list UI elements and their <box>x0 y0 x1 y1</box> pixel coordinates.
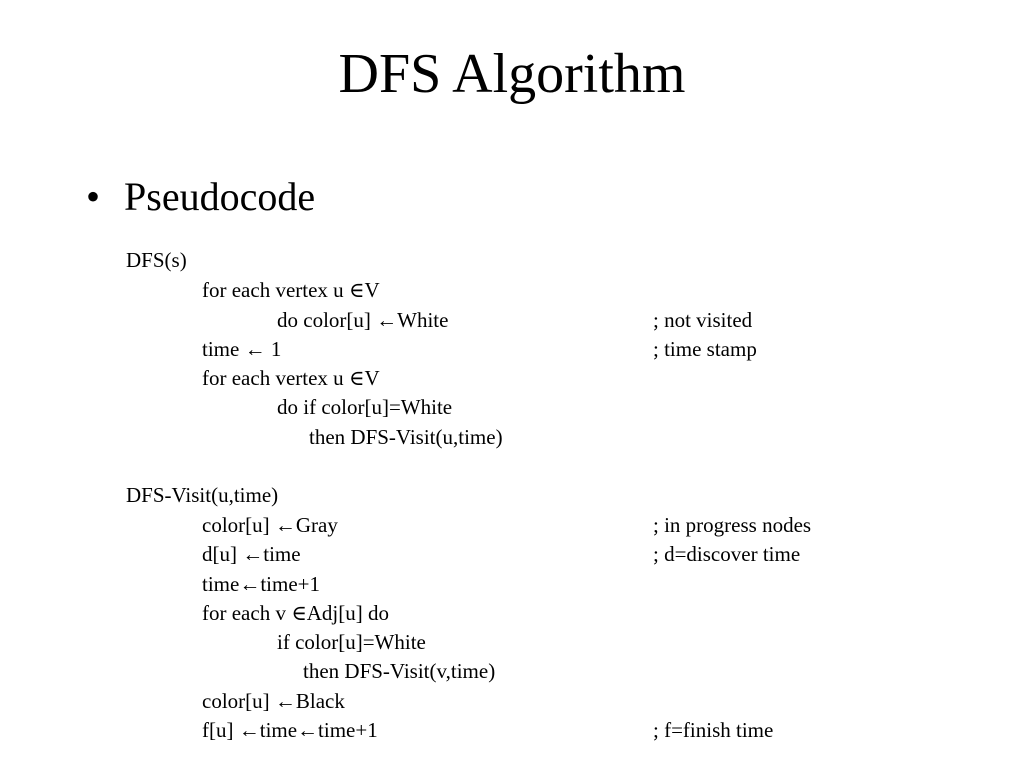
code-line <box>0 687 1024 716</box>
code-text: color[u] ←Black <box>202 689 345 713</box>
code-line <box>0 393 1024 422</box>
pseudocode-block <box>0 246 1024 756</box>
code-line <box>0 540 1024 569</box>
code-comment: ; f=finish time <box>653 718 774 742</box>
code-text: if color[u]=White <box>277 630 426 654</box>
code-text: color[u] ←Gray <box>202 513 338 537</box>
code-line <box>0 423 1024 452</box>
code-text: f[u] ←time←time+1 <box>202 718 378 742</box>
code-comment: ; time stamp <box>653 337 757 361</box>
code-text: DFS(s) <box>126 248 187 272</box>
code-line <box>0 599 1024 628</box>
code-line <box>0 657 1024 686</box>
code-text: d[u] ←time <box>202 542 301 566</box>
code-line <box>0 481 1024 510</box>
code-text: then DFS-Visit(v,time) <box>303 659 496 683</box>
code-text: for each vertex u ∈V <box>202 366 380 390</box>
code-line <box>0 570 1024 599</box>
code-line <box>0 452 1024 481</box>
bullet-dot: • <box>86 174 101 219</box>
code-line <box>0 628 1024 657</box>
code-text: do color[u] ←White <box>277 308 449 332</box>
slide-title: DFS Algorithm <box>338 43 686 105</box>
code-text: then DFS-Visit(u,time) <box>309 425 503 449</box>
code-line <box>0 364 1024 393</box>
code-comment: ; d=discover time <box>653 542 801 566</box>
code-comment: ; in progress nodes <box>653 513 812 537</box>
code-text: do if color[u]=White <box>277 395 453 419</box>
code-text: DFS-Visit(u,time) <box>126 483 279 507</box>
code-line <box>0 276 1024 305</box>
code-text: time←time+1 <box>202 572 320 596</box>
code-text: for each v ∈Adj[u] do <box>202 601 389 625</box>
bullet-text: Pseudocode <box>124 174 316 219</box>
code-comment: ; not visited <box>653 308 753 332</box>
code-line <box>0 306 1024 335</box>
code-text: time ← 1 <box>202 337 282 361</box>
code-line <box>0 335 1024 364</box>
bullet-item-pseudocode <box>86 172 315 222</box>
code-line <box>0 716 1024 745</box>
code-line <box>0 246 1024 275</box>
code-text: for each vertex u ∈V <box>202 278 380 302</box>
code-line <box>0 511 1024 540</box>
